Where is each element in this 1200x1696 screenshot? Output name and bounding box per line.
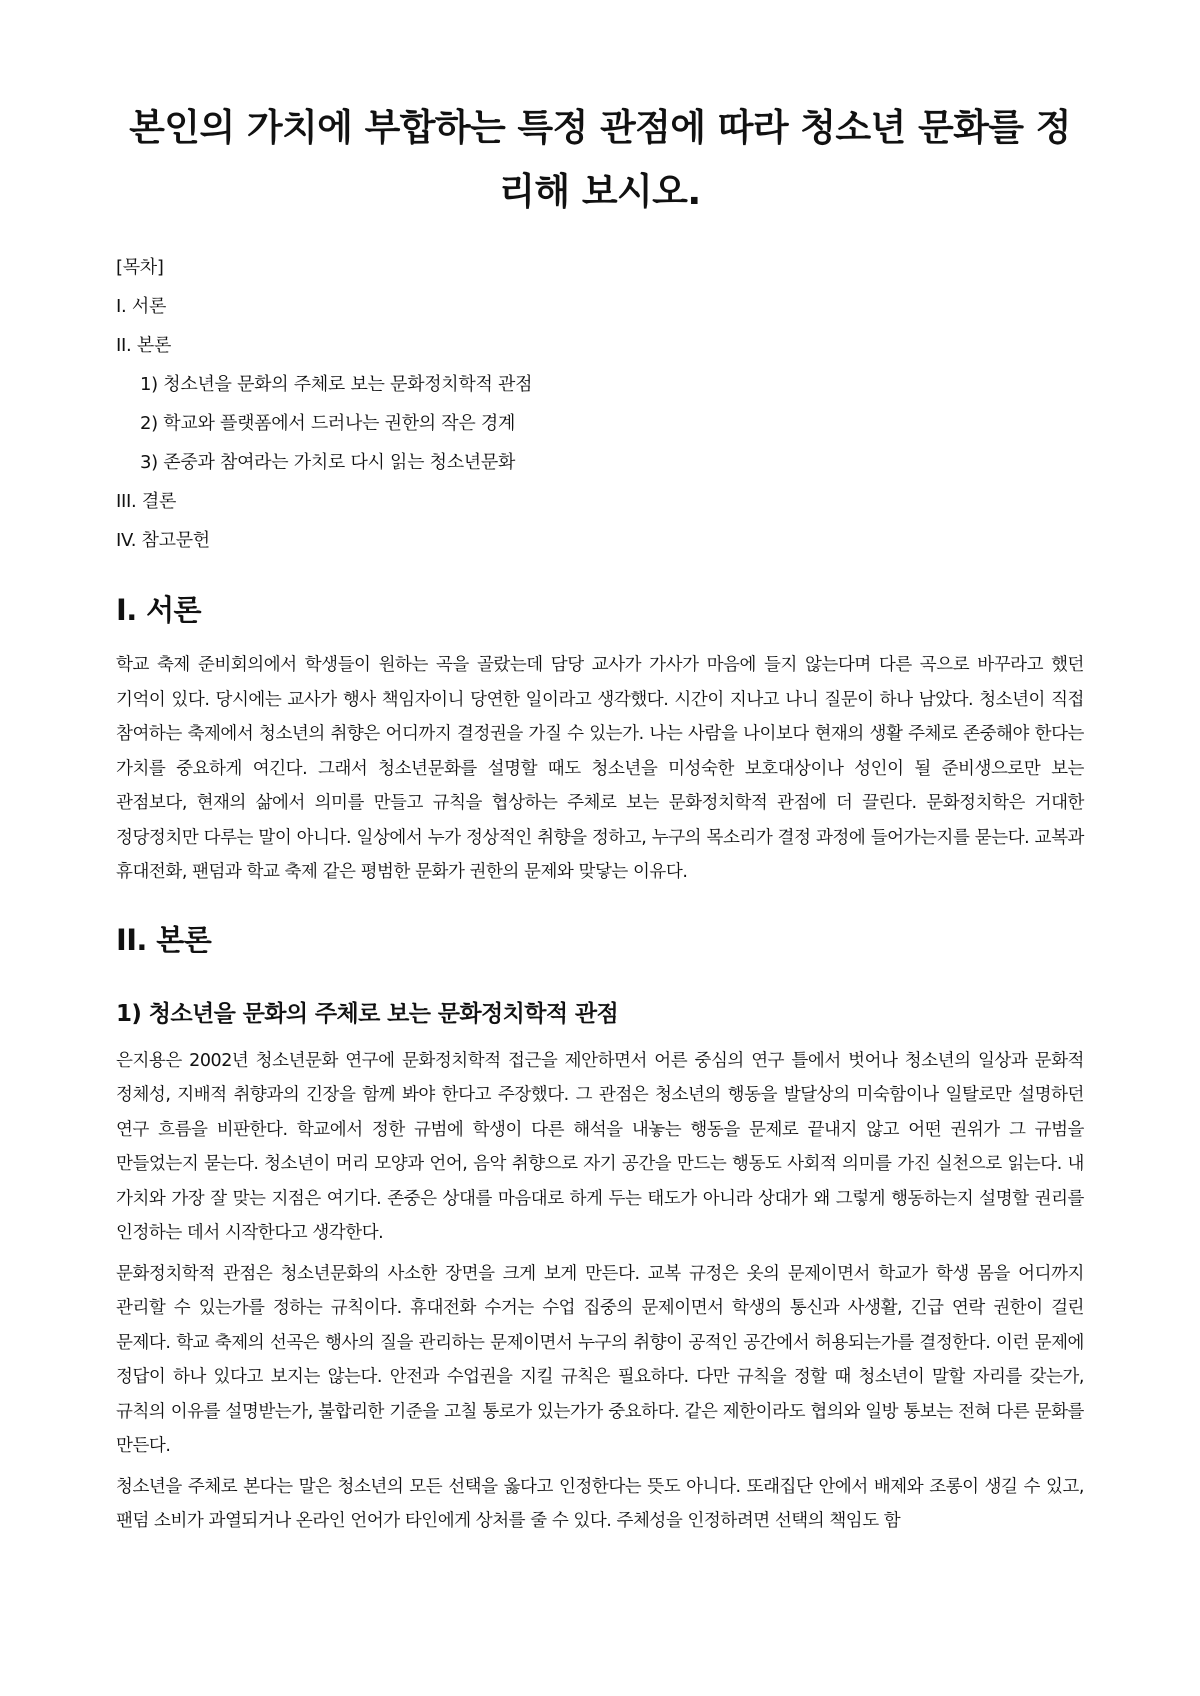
introduction-paragraph: 학교 축제 준비회의에서 학생들이 원하는 곡을 골랐는데 담당 교사가 가사가 마음에 들지 않는다며 다른 곡으로 바꾸라고 했던 기억이 있다. 당시에는 교사가 행사 책임자이니 당연한 일이라고 생각했다. 시간이 지나고 나니 질문이 하나 남았다. 청소년이 직접 참여하는 축제에서 청소년의 취향은 어디까지 결정권을 가질 수 있는가. 나는 사람을 나이보다 현재의 생활 주체로 존중해야 한다는 가치를 중요하게 여긴다. 그래서 청소년문화를 설명할 때도 청소년을 미성숙한 보호대상이나 성인이 될 준비생으로만 보는 관점보다, 현재의 삶에서 의미를 만들고 규칙을 협상하는 주체로 보는 문화정치학적 관점에 더 끌린다. 문화정치학은 거대한 정당정치만 다루는 말이 아니다. 일상에서 누가 정상적인 취향을 정하고, 누구의 목소리가 결정 과정에 들어가는지를 묻는다. 교복과 휴대전화, 팬덤과 학교 축제 같은 평범한 문화가 권한의 문제와 맞닿는 이유다.: [116, 655, 1084, 882]
document-title: 본인의 가치에 부합하는 특정 관점에 따라 청소년 문화를 정리해 보시오.: [129, 106, 1071, 213]
table-of-contents: [116, 248, 1084, 560]
toc-heading: [목차]: [116, 257, 164, 278]
introduction-section: [116, 586, 1084, 890]
main-body-section: [116, 916, 1084, 1539]
toc-item-conclusion: III. 결론: [116, 491, 177, 512]
toc-subitem-3: 3) 존중과 참여라는 가치로 다시 읽는 청소년문화: [140, 452, 516, 473]
toc-item-introduction: I. 서론: [116, 296, 167, 317]
toc-subitem-1: 1) 청소년을 문화의 주체로 보는 문화정치학적 관점: [140, 374, 533, 395]
toc-item-references: IV. 참고문헌: [116, 530, 210, 551]
subsection-1-heading: 1) 청소년을 문화의 주체로 보는 문화정치학적 관점: [116, 1000, 619, 1027]
subsection-1-paragraph-3: 청소년을 주체로 본다는 말은 청소년의 모든 선택을 옳다고 인정한다는 뜻도 아니다. 또래집단 안에서 배제와 조롱이 생길 수 있고, 팬덤 소비가 과열되거나 온라인 언어가 타인에게 상처를 줄 수 있다. 주체성을 인정하려면 선택의 책임도 함: [116, 1476, 1084, 1531]
main-body-heading: II. 본론: [116, 922, 212, 957]
subsection-1-paragraph-2: 문화정치학적 관점은 청소년문화의 사소한 장면을 크게 보게 만든다. 교복 규정은 옷의 문제이면서 학교가 학생 몸을 어디까지 관리할 수 있는가를 정하는 규칙이다. 휴대전화 수거는 수업 집중의 문제이면서 학생의 통신과 사생활, 긴급 연락 권한이 걸린 문제다. 학교 축제의 선곡은 행사의 질을 관리하는 문제이면서 누구의 취향이 공적인 공간에서 허용되는가를 결정한다. 이런 문제에 정답이 하나 있다고 보지는 않는다. 안전과 수업권을 지킬 규칙은 필요하다. 다만 규칙을 정할 때 청소년이 말할 자리를 갖는가, 규칙의 이유를 설명받는가, 불합리한 기준을 고칠 통로가 있는가가 중요하다. 같은 제한이라도 협의와 일방 통보는 전혀 다른 문화를 만든다.: [116, 1263, 1084, 1456]
subsection-1: [116, 994, 1084, 1539]
introduction-heading: I. 서론: [116, 593, 201, 627]
toc-subitem-2: 2) 학교와 플랫폼에서 드러나는 권한의 작은 경계: [140, 413, 516, 434]
toc-item-main-body: II. 본론: [116, 335, 172, 356]
subsection-1-paragraph-1: 은지용은 2002년 청소년문화 연구에 문화정치학적 접근을 제안하면서 어른 중심의 연구 틀에서 벗어나 청소년의 일상과 문화적 정체성, 지배적 취향과의 긴장을 함께 봐야 한다고 주장했다. 그 관점은 청소년의 행동을 발달상의 미숙함이나 일탈로만 설명하던 연구 흐름을 비판한다. 학교에서 정한 규범에 학생이 다른 해석을 내놓는 행동을 문제로 끝내지 않고 어떤 권위가 그 규범을 만들었는지 묻는다. 청소년이 머리 모양과 언어, 음악 취향으로 자기 공간을 만드는 행동도 사회적 의미를 가진 실천으로 읽는다. 내 가치와 가장 잘 맞는 지점은 여기다. 존중은 상대를 마음대로 하게 두는 태도가 아니라 상대가 왜 그렇게 행동하는지 설명할 권리를 인정하는 데서 시작한다고 생각한다.: [116, 1050, 1084, 1243]
